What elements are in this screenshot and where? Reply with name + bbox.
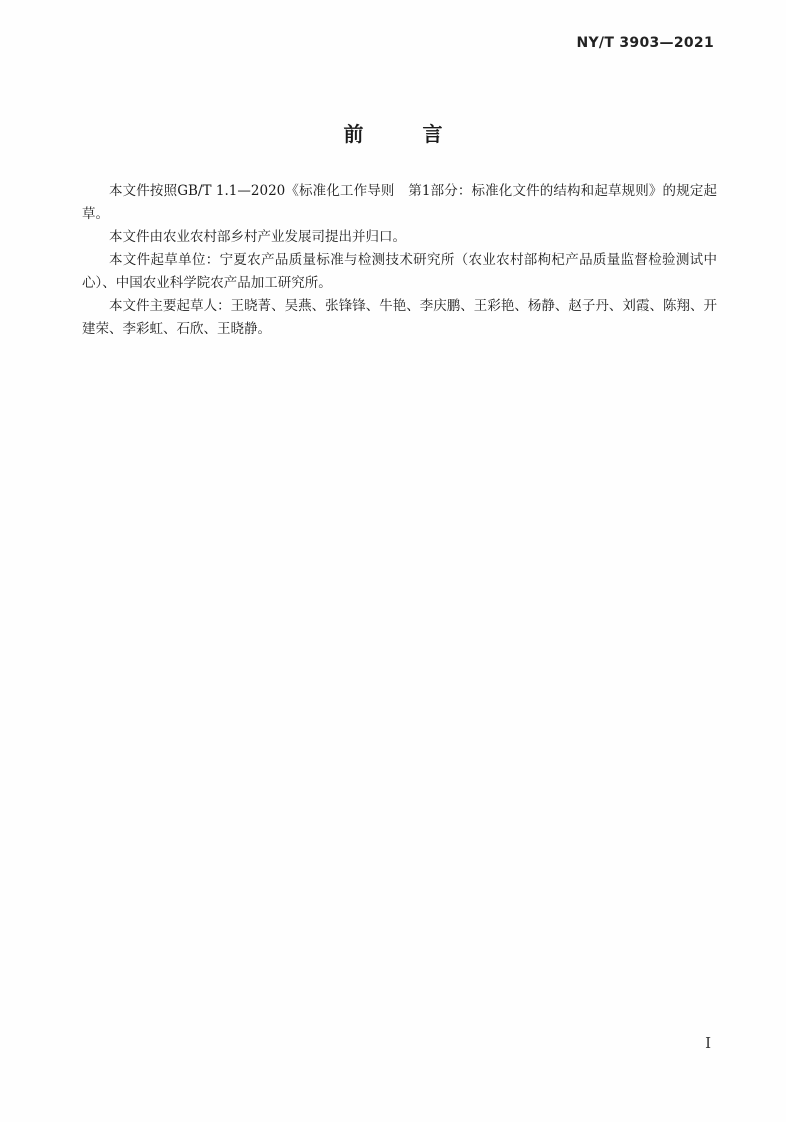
paragraph-proposer: 本文件由农业农村部乡村产业发展司提出并归口。 bbox=[109, 229, 406, 245]
page-number: I bbox=[705, 1034, 711, 1052]
paragraph-drafters: 本文件主要起草人：王晓菁、吴燕、张锋锋、牛艳、李庆鹏、王彩艳、杨静、赵子丹、刘霞、陈翔、开建荣、李彩虹、石欣、王晓静。 bbox=[82, 298, 717, 337]
foreword-body bbox=[82, 180, 717, 341]
paragraph-drafting-rules: 本文件按照GB/T 1.1—2020《标准化工作导则 第1部分：标准化文件的结构和起草规则》的规定起草。 bbox=[82, 183, 717, 222]
paragraph-drafting-units: 本文件起草单位：宁夏农产品质量标准与检测技术研究所（农业农村部枸杞产品质量监督检验测试中心）、中国农业科学院农产品加工研究所。 bbox=[82, 252, 717, 291]
standard-code: NY/T 3903—2021 bbox=[576, 35, 714, 51]
page-title: 前 言 bbox=[343, 122, 469, 146]
